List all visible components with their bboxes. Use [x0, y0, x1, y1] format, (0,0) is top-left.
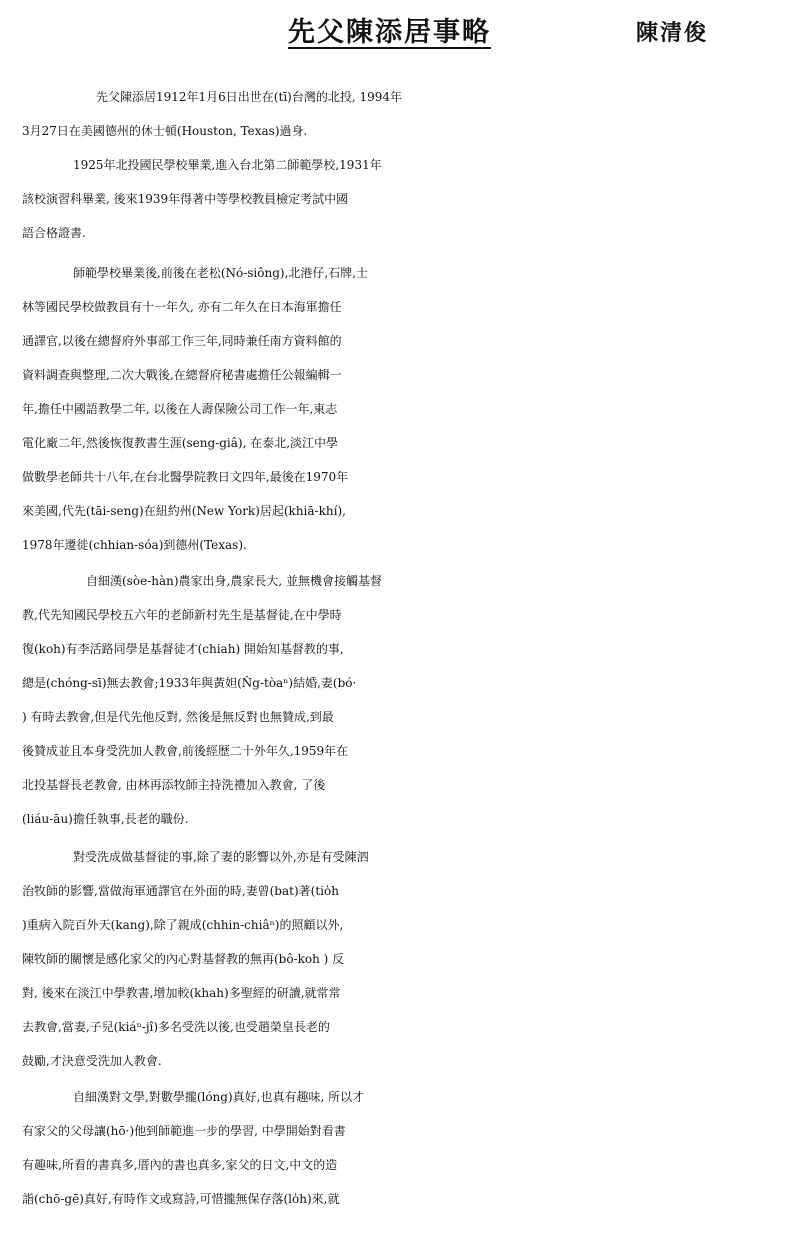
text-line: 1925年北投國民學校畢業,進入台北第二師範學校,1931年 — [73, 158, 382, 172]
document-title: 先父陳添居事略 — [288, 17, 491, 48]
text-line: 師範學校畢業後,前後在老松(Nó-siông),北港仔,石牌,士 — [73, 266, 369, 280]
text-line: 自細漢對文學,對數學攏(lóng)真好,也真有趣味, 所以才 — [73, 1090, 365, 1104]
text-line: 做數學老師共十八年,在台北醫學院教日文四年,最後在1970年 — [22, 470, 349, 484]
text-line: 年,擔任中國語教學二年, 以後在人壽保險公司工作一年,東志 — [22, 402, 338, 416]
text-line: 治牧師的影響,當做海軍通譯官在外面的時,妻曾(bat)著(tio̍h — [22, 884, 339, 898]
text-line: 電化廠二年,然後恢復教書生涯(seng-giâ), 在泰北,淡江中學 — [22, 436, 339, 450]
text-line: 詣(chō-gē)真好,有時作文或寫詩,可惜攏無保存落(lo̍h)來,就 — [22, 1192, 340, 1206]
text-line: )重病入院百外天(kang),除了親成(chhin-chiâⁿ)的照顧以外, — [22, 918, 344, 932]
text-line: 先父陳添居1912年1月6日出世在(tī)台灣的北投, 1994年 — [96, 90, 403, 104]
text-line: 後贊成並且本身受洗加人教會,前後經歷二十外年久,1959年在 — [22, 744, 349, 758]
text-line: 教,代先知國民學校五六年的老師新村先生是基督徒,在中學時 — [22, 608, 342, 622]
text-line: 該校演習科畢業, 後來1939年得著中等學校教員檢定考試中國 — [22, 192, 349, 206]
text-line: 資料調查與整理,二次大戰後,在總督府秘書處擔任公報編輯一 — [22, 368, 342, 382]
author-name: 陳清俊 — [636, 20, 709, 46]
text-line: 3月27日在美國德州的休士頓(Houston, Texas)過身. — [22, 124, 308, 138]
text-line: 來美國,代先(tāi-seng)在紐約州(New York)居起(khiā-khí), — [22, 504, 346, 518]
text-line: 對受洗成做基督徒的事,除了妻的影響以外,亦是有受陳泗 — [73, 850, 369, 864]
text-line: 復(koh)有李活路同學是基督徒才(chiah) 開始知基督教的事, — [22, 642, 344, 656]
text-line: 對, 後來在淡江中學教書,增加較(khah)多聖經的研讀,就常常 — [22, 986, 341, 1000]
text-line: 陳牧師的關懷是感化家父的內心對基督教的無再(bô-koh ) 反 — [22, 952, 345, 966]
text-line: 北投基督長老教會, 由林再添牧師主持洗禮加入教會, 了後 — [22, 778, 326, 792]
text-line: 自細漢(sòe-hàn)農家出身,農家長大, 並無機會接觸基督 — [86, 574, 382, 588]
text-line: 林等國民學校做教員有十一年久, 亦有二年久在日本海軍擔任 — [22, 300, 342, 314]
text-line: 通譯官,以後在總督府外事部工作三年,同時兼任南方資料館的 — [22, 334, 342, 348]
text-line: (liáu-āu)擔任執事,長老的職份. — [22, 812, 189, 826]
text-line: 總是(chóng-sī)無去教會;1933年與黃妲(N̂g-tòaⁿ)結婚,妻(bó· — [22, 676, 357, 690]
text-line: 語合格證書. — [22, 226, 86, 240]
text-line: ) 有時去教會,但是代先他反對, 然後是無反對也無贊成,到最 — [22, 710, 334, 724]
text-line: 去教會,當妻,子兒(kiáⁿ-jî)多名受洗以後,也受趙榮皇長老的 — [22, 1020, 330, 1034]
text-line: 有趣味,所看的書真多,厝內的書也真多,家父的日文,中文的造 — [22, 1158, 338, 1172]
text-line: 1978年遷徙(chhian-sóa)到德州(Texas). — [22, 538, 247, 552]
text-line: 鼓勵,才決意受洗加人教會. — [22, 1054, 162, 1068]
text-line: 有家父的父母讓(hō·)他到師範進一步的學習, 中學開始對看書 — [22, 1124, 346, 1138]
